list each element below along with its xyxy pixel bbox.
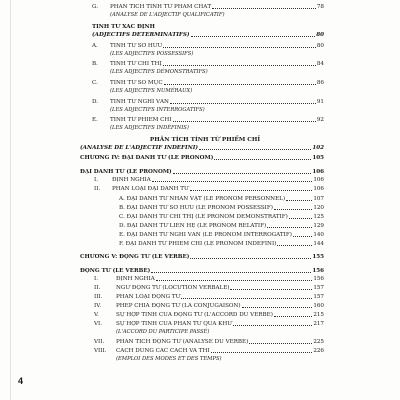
entry-title: NGỮ ĐỘNG TỪ (LOCUTION VERBALE) xyxy=(116,285,230,291)
entry-title: ĐỊNH NGHĨA xyxy=(116,276,155,282)
entry-number: G. xyxy=(92,4,99,10)
entry-number: II. xyxy=(94,285,101,291)
leader-dots xyxy=(181,298,312,299)
toc-entry xyxy=(94,339,324,346)
entry-page: 107 xyxy=(313,196,324,202)
entry-number: I. xyxy=(94,276,98,282)
section-heading xyxy=(80,268,324,275)
entry-page: 140 xyxy=(313,232,324,238)
entry-title: SỰ HỢP TÍNH CỦA ĐỘNG TỪ (L'ACCORD DU VERBE) xyxy=(116,312,273,318)
leader-dots xyxy=(164,84,316,85)
toc-entry xyxy=(119,232,324,239)
section-title: ĐẠI DANH TỪ (LE PRONOM) xyxy=(80,169,172,175)
leader-dots xyxy=(199,149,311,150)
leader-dots xyxy=(191,36,316,37)
entry-page: 156 xyxy=(313,276,324,282)
leader-dots xyxy=(190,190,313,191)
analysis-heading-subtext: (ANALYSE DE L'ADJECTIF INDÉFINI) xyxy=(80,145,199,151)
toc-entry xyxy=(119,214,324,221)
entry-page: 84 xyxy=(316,61,324,67)
section-page: 106 xyxy=(312,169,324,175)
toc-entry xyxy=(119,241,324,248)
toc-entry xyxy=(119,205,324,212)
leader-dots xyxy=(230,289,312,290)
leader-dots xyxy=(274,316,312,317)
analysis-heading-sub xyxy=(80,145,324,152)
toc-entry xyxy=(94,177,324,184)
toc-entry xyxy=(94,321,324,328)
entry-title: PHÂN LOẠI ĐẠI DANH TỪ xyxy=(112,186,189,192)
entry-page: 217 xyxy=(313,321,324,327)
toc-entry xyxy=(92,80,324,87)
leader-dots xyxy=(274,209,312,210)
entry-number: A. xyxy=(92,43,98,49)
entry-title: TÍNH TỪ PHIẾM CHỈ xyxy=(110,117,172,123)
entry-subtitle: (LES ADJECTIFS DÉMONSTRATIFS) xyxy=(110,69,208,75)
toc-entry xyxy=(119,196,324,203)
chapter-title: CHƯƠNG V: ĐỘNG TỪ (LE VERBE) xyxy=(80,254,190,260)
entry-page: 120 xyxy=(313,205,324,211)
entry-title: TÍNH TỪ SỐ MỤC xyxy=(110,80,163,86)
leader-dots xyxy=(170,103,316,104)
leader-dots xyxy=(152,181,313,182)
section-heading-text: TÍNH TỪ XÁC ĐỊNH xyxy=(92,24,155,30)
entry-page: 157 xyxy=(313,285,324,291)
leader-dots xyxy=(156,280,313,281)
leader-dots xyxy=(289,218,312,219)
entry-title: A. ĐẠI DANH TỪ NHÂN VẬT (LE PRONOM PERSONNEL) xyxy=(119,196,286,202)
entry-page: 80 xyxy=(316,43,324,49)
entry-subtitle: (L'ACCORD DU PARTICIPE PASSÉ) xyxy=(116,329,210,335)
entry-page: 91 xyxy=(316,99,324,105)
entry-number: D. xyxy=(92,99,99,105)
entry-title: PHÉP CHIA ĐỘNG TỪ (LA CONJUGAISON) xyxy=(116,303,241,309)
toc-entry xyxy=(92,117,324,124)
entry-number: VIII. xyxy=(94,348,107,354)
leader-dots xyxy=(249,343,312,344)
entry-title: TÍNH TỪ SỞ HỮU xyxy=(110,43,163,49)
toc-entry xyxy=(94,276,324,283)
leader-dots xyxy=(190,258,311,259)
toc-entry xyxy=(92,4,324,11)
toc-entry xyxy=(119,223,324,230)
entry-title: D. ĐẠI DANH TỪ LIÊN HỆ (LE PRONOM RELATIF) xyxy=(119,223,267,229)
entry-number: I. xyxy=(94,177,98,183)
analysis-heading: PHÂN TÍCH TÍNH TỪ PHIẾM CHỈ xyxy=(149,137,261,143)
entry-subtitle: (LES ADJECTIFS INDÉFINIS) xyxy=(110,125,189,131)
toc-entry xyxy=(92,43,324,50)
entry-page: 92 xyxy=(316,117,324,123)
entry-page: 125 xyxy=(313,214,324,220)
leader-dots xyxy=(267,227,312,228)
toc-entry xyxy=(92,99,324,106)
entry-title: SỰ HỢP TÍNH CỦA PHÂN TỪ QUÁ KHỨ xyxy=(116,321,232,327)
entry-number: B. xyxy=(92,61,98,67)
entry-title: F. ĐẠI DANH TỪ PHIẾM CHỈ (LE PRONOM INDÉFINI) xyxy=(119,241,277,247)
leader-dots xyxy=(233,325,312,326)
entry-number: V. xyxy=(94,312,99,318)
leader-dots xyxy=(212,8,316,9)
entry-title: C. ĐẠI DANH TỪ CHỈ THỊ (LE PRONOM DÉMONSTRATIF) xyxy=(119,214,288,220)
toc-entry xyxy=(92,61,324,68)
section-heading xyxy=(80,169,324,176)
entry-subtitle: (LES ADJECTIFS NUMÉRAUX) xyxy=(110,88,193,94)
entry-title: TÍNH TỪ CHỈ THỊ xyxy=(110,61,162,67)
entry-page: 225 xyxy=(313,339,324,345)
entry-subtitle: (ANALYSE DE L'ADJECTIF QUALIFICATIF) xyxy=(110,12,225,18)
leader-dots xyxy=(173,173,312,174)
entry-title: PHÂN TÍCH TÍNH TỪ PHẨM CHẤT xyxy=(110,4,212,10)
chapter-title: CHƯƠNG IV: ĐẠI DANH TỪ (LE PRONOM) xyxy=(80,155,214,161)
leader-dots xyxy=(293,236,312,237)
entry-page: 215 xyxy=(313,312,324,318)
leader-dots xyxy=(163,65,316,66)
leader-dots xyxy=(163,47,316,48)
page-edge-shadow xyxy=(10,0,11,400)
entry-page: 102 xyxy=(312,145,324,151)
section-title: ĐỘNG TỪ (LE VERBE) xyxy=(80,268,151,274)
page-number: 4 xyxy=(18,376,24,386)
entry-page: 129 xyxy=(313,223,324,229)
entry-title: PHÂN TÍCH ĐỘNG TỪ (ANALYSE DU VERBE) xyxy=(116,339,249,345)
toc-entry xyxy=(94,285,324,292)
entry-number: E. xyxy=(92,117,98,123)
toc-entry xyxy=(94,186,324,193)
leader-dots xyxy=(286,200,312,201)
entry-subtitle: (LES ADJECTIFS INTERROGATIFS) xyxy=(110,107,205,113)
section-heading-sub xyxy=(92,32,324,39)
entry-title: E. ĐẠI DANH TỪ NGHI VẤN (LE PRONOM INTERROGATIF) xyxy=(119,232,292,238)
entry-page: 160 xyxy=(313,303,324,309)
entry-title: ĐỊNH NGHĨA xyxy=(112,177,151,183)
chapter-page: 105 xyxy=(312,155,324,161)
entry-page: 78 xyxy=(316,4,324,10)
entry-page: 157 xyxy=(313,294,324,300)
section-heading-subtext: (ADJECTIFS DÉTERMINATIFS) xyxy=(92,32,190,38)
leader-dots xyxy=(214,159,311,160)
entry-number: VII. xyxy=(94,339,105,345)
entry-title: B. ĐẠI DANH TỪ SỞ HỮU (LE PRONOM POSSESSIF) xyxy=(119,205,273,211)
entry-page: 144 xyxy=(313,241,324,247)
entry-page: 86 xyxy=(316,80,324,86)
entry-number: VI. xyxy=(94,321,103,327)
leader-dots xyxy=(242,307,313,308)
entry-page: 106 xyxy=(313,177,324,183)
chapter-heading xyxy=(80,254,324,261)
entry-page: 106 xyxy=(313,186,324,192)
section-heading xyxy=(92,24,155,31)
leader-dots xyxy=(173,121,316,122)
chapter-page: 155 xyxy=(312,254,324,260)
entry-title: PHÂN LOẠI ĐỘNG TỪ xyxy=(116,294,181,300)
leader-dots xyxy=(151,272,311,273)
toc-entry xyxy=(94,312,324,319)
toc-entry xyxy=(94,294,324,301)
entry-subtitle: (EMPLOI DES MODES ET DES TEMPS) xyxy=(116,356,222,362)
entry-number: C. xyxy=(92,80,98,86)
entry-subtitle: (LES ADJECTIFS POSSESSIFS) xyxy=(110,51,194,57)
entry-title: TÍNH TỪ NGHI VẤN xyxy=(110,99,169,105)
entry-number: II. xyxy=(94,186,101,192)
toc-entry xyxy=(94,303,324,310)
entry-number: III. xyxy=(94,294,103,300)
entry-page: 80 xyxy=(316,32,324,38)
toc-entry xyxy=(94,348,324,355)
entry-page: 226 xyxy=(313,348,324,354)
chapter-heading xyxy=(80,155,324,162)
leader-dots xyxy=(211,352,313,353)
leader-dots xyxy=(277,245,312,246)
section-page: 156 xyxy=(312,268,324,274)
entry-title: CÁCH DÙNG CÁC CÁCH VÀ THÌ xyxy=(116,348,210,354)
entry-number: IV. xyxy=(94,303,102,309)
